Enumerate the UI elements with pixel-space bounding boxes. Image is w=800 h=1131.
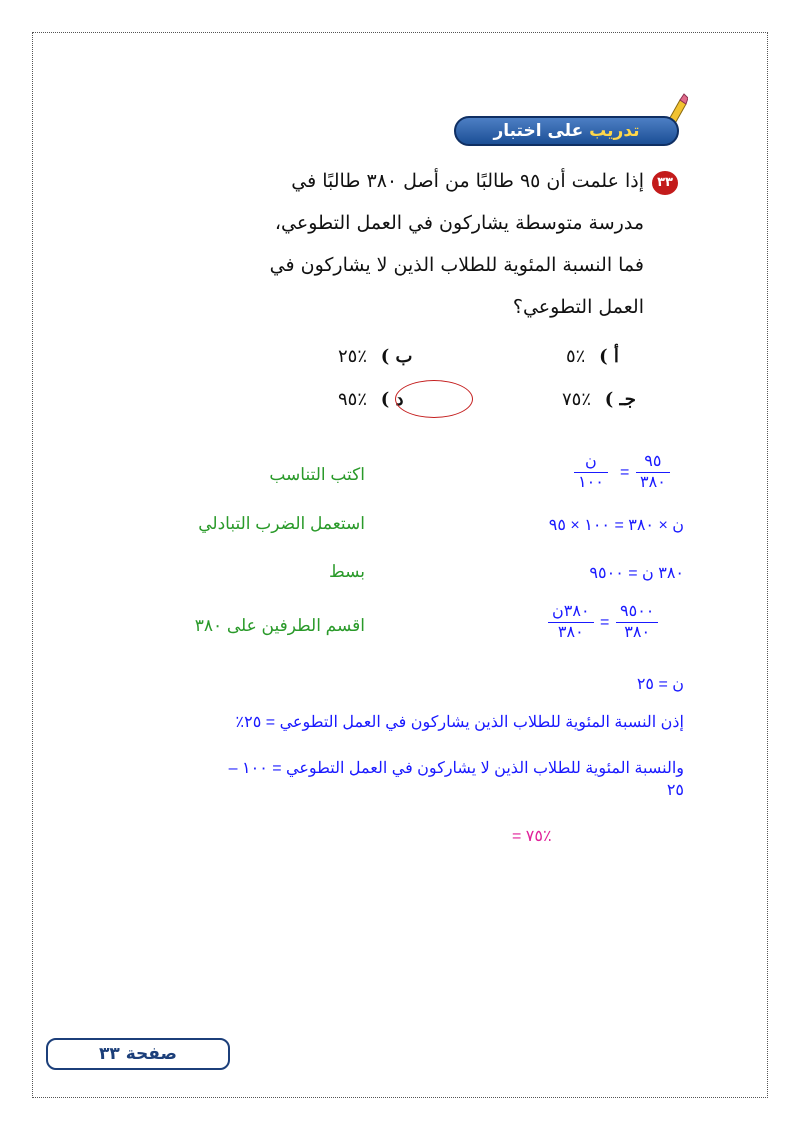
fraction-numerator: ٣٨٠ن [548, 602, 594, 623]
equals-sign: = [600, 614, 610, 631]
banner-text: على اختبار [493, 121, 584, 141]
equals-sign: = [620, 464, 630, 481]
choice-b-value: ٢٥٪ [338, 346, 368, 367]
question-line-2: مدرسة متوسطة يشاركون في العمل التطوعي، [274, 212, 644, 234]
fraction-denominator: ١٠٠ [578, 474, 604, 491]
conclusion-line-2: والنسبة المئوية للطلاب الذين لا يشاركون في العمل التطوعي = ١٠٠ – [228, 760, 684, 777]
step3-note: بسط [328, 562, 365, 581]
step5-expression: ن = ٢٥ [636, 676, 684, 693]
choice-c-value: ٧٥٪ [562, 389, 592, 410]
practice-test-banner [454, 116, 679, 146]
choice-c-label: جـ ) [604, 389, 636, 410]
fraction-denominator: ٣٨٠ [624, 624, 651, 641]
choice-d-label: د ) [380, 389, 404, 410]
banner-highlight: تدريب [589, 121, 640, 141]
conclusion-line-2-cont: ٢٥ [666, 782, 684, 799]
choice-a [566, 346, 619, 367]
question-line-1: إذا علمت أن ٩٥ طالبًا من أصل ٣٨٠ طالبًا في [291, 170, 644, 192]
question-line-3: فما النسبة المئوية للطلاب الذين لا يشاركون في [269, 254, 644, 276]
page-number-label: صفحة ٣٣ [99, 1044, 177, 1064]
choice-b [338, 346, 412, 367]
step2-expression: ن × ٣٨٠ = ١٠٠ × ٩٥ [548, 517, 684, 534]
step3-expression: ٣٨٠ ن = ٩٥٠٠ [589, 565, 684, 582]
question-number-badge: ٣٣ [652, 171, 678, 195]
page-number-box [46, 1038, 230, 1070]
choice-c [562, 389, 636, 410]
fraction-numerator: ٩٥٠٠ [616, 602, 658, 623]
question-line-4: العمل التطوعي؟ [512, 296, 644, 318]
step2-note: استعمل الضرب التبادلي [198, 514, 365, 533]
step4-right-fraction [548, 602, 594, 643]
choice-b-label: ب ) [380, 346, 413, 367]
choice-a-value: ٥٪ [566, 346, 586, 367]
step4-note: اقسم الطرفين على ٣٨٠ [194, 616, 365, 635]
fraction-numerator: ٩٥ [636, 452, 670, 473]
choice-d-value: ٩٥٪ [338, 389, 368, 410]
step1-right-fraction [574, 452, 608, 493]
choice-a-label: أ ) [599, 346, 619, 367]
step4-left-fraction [616, 602, 658, 643]
fraction-numerator: ن [574, 452, 608, 473]
step1-left-fraction [636, 452, 670, 493]
fraction-denominator: ٣٨٠ [557, 624, 584, 641]
conclusion-line-1: إذن النسبة المئوية للطلاب الذين يشاركون في العمل التطوعي = ٢٥٪ [235, 714, 684, 731]
answer-circle-mark [395, 380, 473, 418]
fraction-denominator: ٣٨٠ [640, 474, 666, 491]
choice-d [338, 389, 404, 410]
final-answer: = ٧٥٪ [512, 828, 552, 845]
step1-note: اكتب التناسب [269, 465, 365, 484]
